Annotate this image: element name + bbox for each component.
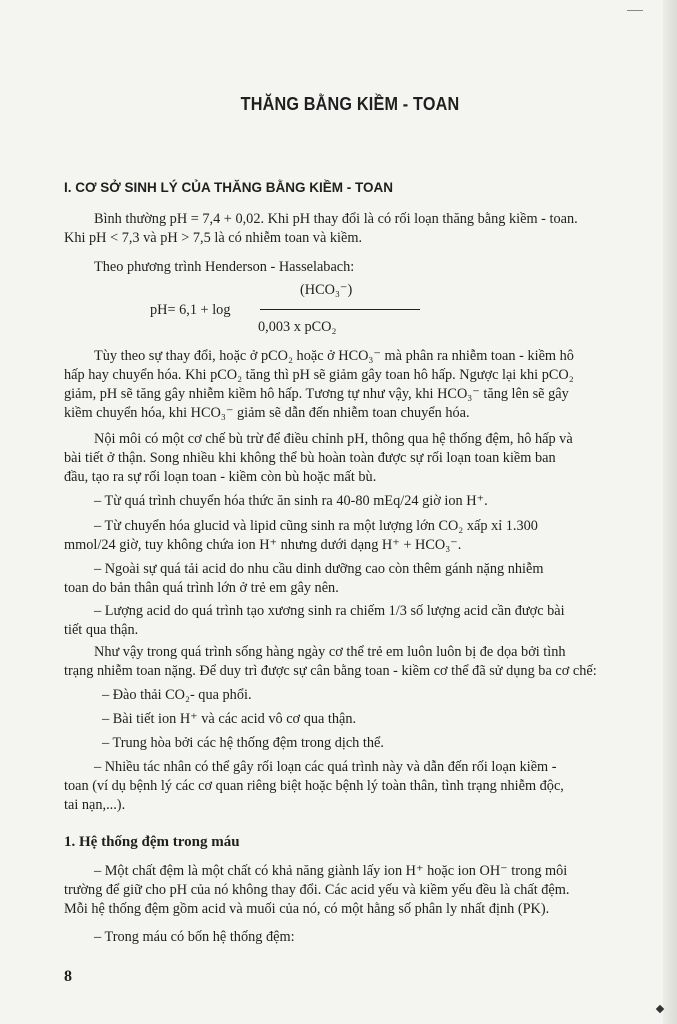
mechanism-buffer: – Trung hòa bởi các hệ thống đệm trong dịch thể. [102, 735, 384, 751]
text-line: tai nạn,...). [64, 797, 126, 813]
text-line: đầu, tạo ra sự rối loạn toan - kiềm còn bù hoặc mất bù. [64, 469, 377, 485]
bullet-glucid-lipid [64, 517, 636, 555]
page-title: THĂNG BẰNG KIỀM - TOAN [240, 94, 460, 114]
text-line: Nội môi có một cơ chế bù trừ để điều chỉnh pH, thông qua hệ thống đệm, hô hấp và [94, 431, 573, 447]
page-edge-shadow [663, 0, 677, 1024]
henderson-formula [150, 282, 440, 342]
fraction-bar [260, 309, 420, 310]
page-number: 8 [64, 968, 72, 985]
paragraph-equation-intro: Theo phương trình Henderson - Hasselabach: [94, 259, 355, 275]
text-line: bài tiết ở thận. Song nhiều khi không thể bù hoàn toàn được sự rối loạn toan kiềm ban [64, 450, 556, 466]
text-line: – Từ chuyển hóa glucid và lipid cũng sinh ra một lượng lớn CO₂ xấp xỉ 1.300 [94, 518, 538, 534]
text-line: Tùy theo sự thay đổi, hoặc ở pCO₂ hoặc ở HCO₃⁻ mà phân ra nhiễm toan - kiềm hô [94, 348, 574, 364]
formula-lhs: pH= 6,1 + log [150, 302, 231, 318]
paragraph-compensation [64, 430, 636, 487]
text-line: Bình thường pH = 7,4 + 0,02. Khi pH thay đổi là có rối loạn thăng bằng kiềm - toan. [94, 211, 578, 227]
formula-numerator: (HCO₃⁻) [300, 282, 353, 298]
text-line: kiềm chuyển hóa, khi HCO₃⁻ giảm sẽ dẫn đến nhiễm toan chuyển hóa. [64, 405, 470, 421]
text-line: – Lượng acid do quá trình tạo xương sinh ra chiếm 1/3 số lượng acid cần được bài [94, 603, 565, 619]
bullet-metabolism: – Từ quá trình chuyển hóa thức ăn sinh ra 40-80 mEq/24 giờ ion H⁺. [94, 493, 488, 509]
text-line: Mỗi hệ thống đệm gồm acid và muối của nó, có một hằng số phân ly nhất định (PK). [64, 901, 550, 917]
bullet-acid-overload [64, 560, 636, 598]
section-heading: I. CƠ SỞ SINH LÝ CỦA THĂNG BẰNG KIỀM - TOAN [64, 180, 394, 195]
text-line: Khi pH < 7,3 và pH > 7,5 là có nhiễm toan và kiềm. [64, 230, 363, 246]
text-line: tiết qua thận. [64, 622, 139, 638]
text-line: hấp hay chuyển hóa. Khi pCO₂ tăng thì pH sẽ giảm gây toan hô hấp. Ngược lại khi pCO₂ [64, 367, 574, 383]
text-line: – Ngoài sự quá tải acid do nhu cầu dinh dưỡng cao còn thêm gánh nặng nhiễm [94, 561, 544, 577]
paragraph-mechanisms [64, 643, 636, 681]
subheading-blood-buffer: 1. Hệ thống đệm trong máu [64, 834, 240, 850]
text-line: trường để giữ cho pH của nó không thay đổi. Các acid yếu và kiềm yếu đều là chất đệm. [64, 882, 570, 898]
paragraph-variation [64, 347, 636, 423]
mechanism-kidney: – Bài tiết ion H⁺ và các acid vô cơ qua thận. [102, 711, 357, 727]
paragraph-four-buffers: – Trong máu có bốn hệ thống đệm: [94, 929, 295, 945]
text-line: toan do bản thân quá trình lớn ở trẻ em gây nên. [64, 580, 339, 596]
text-line: mmol/24 giờ, tuy không chứa ion H⁺ nhưng dưới dạng H⁺ + HCO₃⁻. [64, 537, 462, 553]
text-line: – Nhiều tác nhân có thể gây rối loạn các quá trình này và dẫn đến rối loạn kiềm - [94, 759, 557, 775]
text-line: trạng nhiễm toan nặng. Để duy trì được sự cân bằng toan - kiềm cơ thể đã sử dụng ba cơ chế: [64, 663, 597, 679]
text-line: giảm, pH sẽ tăng gây nhiễm kiềm hô hấp. Tương tự như vậy, khi HCO₃⁻ tăng lên sẽ gây [64, 386, 569, 402]
bullet-bone-acid [64, 602, 636, 640]
mechanism-lungs: – Đào thải CO₂- qua phổi. [102, 687, 252, 703]
text-line: – Một chất đệm là một chất có khả năng giành lấy ion H⁺ hoặc ion OH⁻ trong môi [94, 863, 568, 879]
paragraph-disorders [64, 758, 636, 815]
paragraph-normal-ph [64, 210, 636, 248]
text-line: toan (ví dụ bệnh lý các cơ quan riêng biệt hoặc bệnh lý toàn thân, tình trạng nhiễm độc, [64, 778, 564, 794]
corner-mark [627, 10, 643, 11]
paragraph-buffer-definition [64, 862, 636, 919]
text-line: Như vậy trong quá trình sống hàng ngày cơ thể trẻ em luôn luôn bị đe dọa bởi tình [94, 644, 566, 660]
formula-denominator: 0,003 x pCO₂ [258, 319, 337, 335]
